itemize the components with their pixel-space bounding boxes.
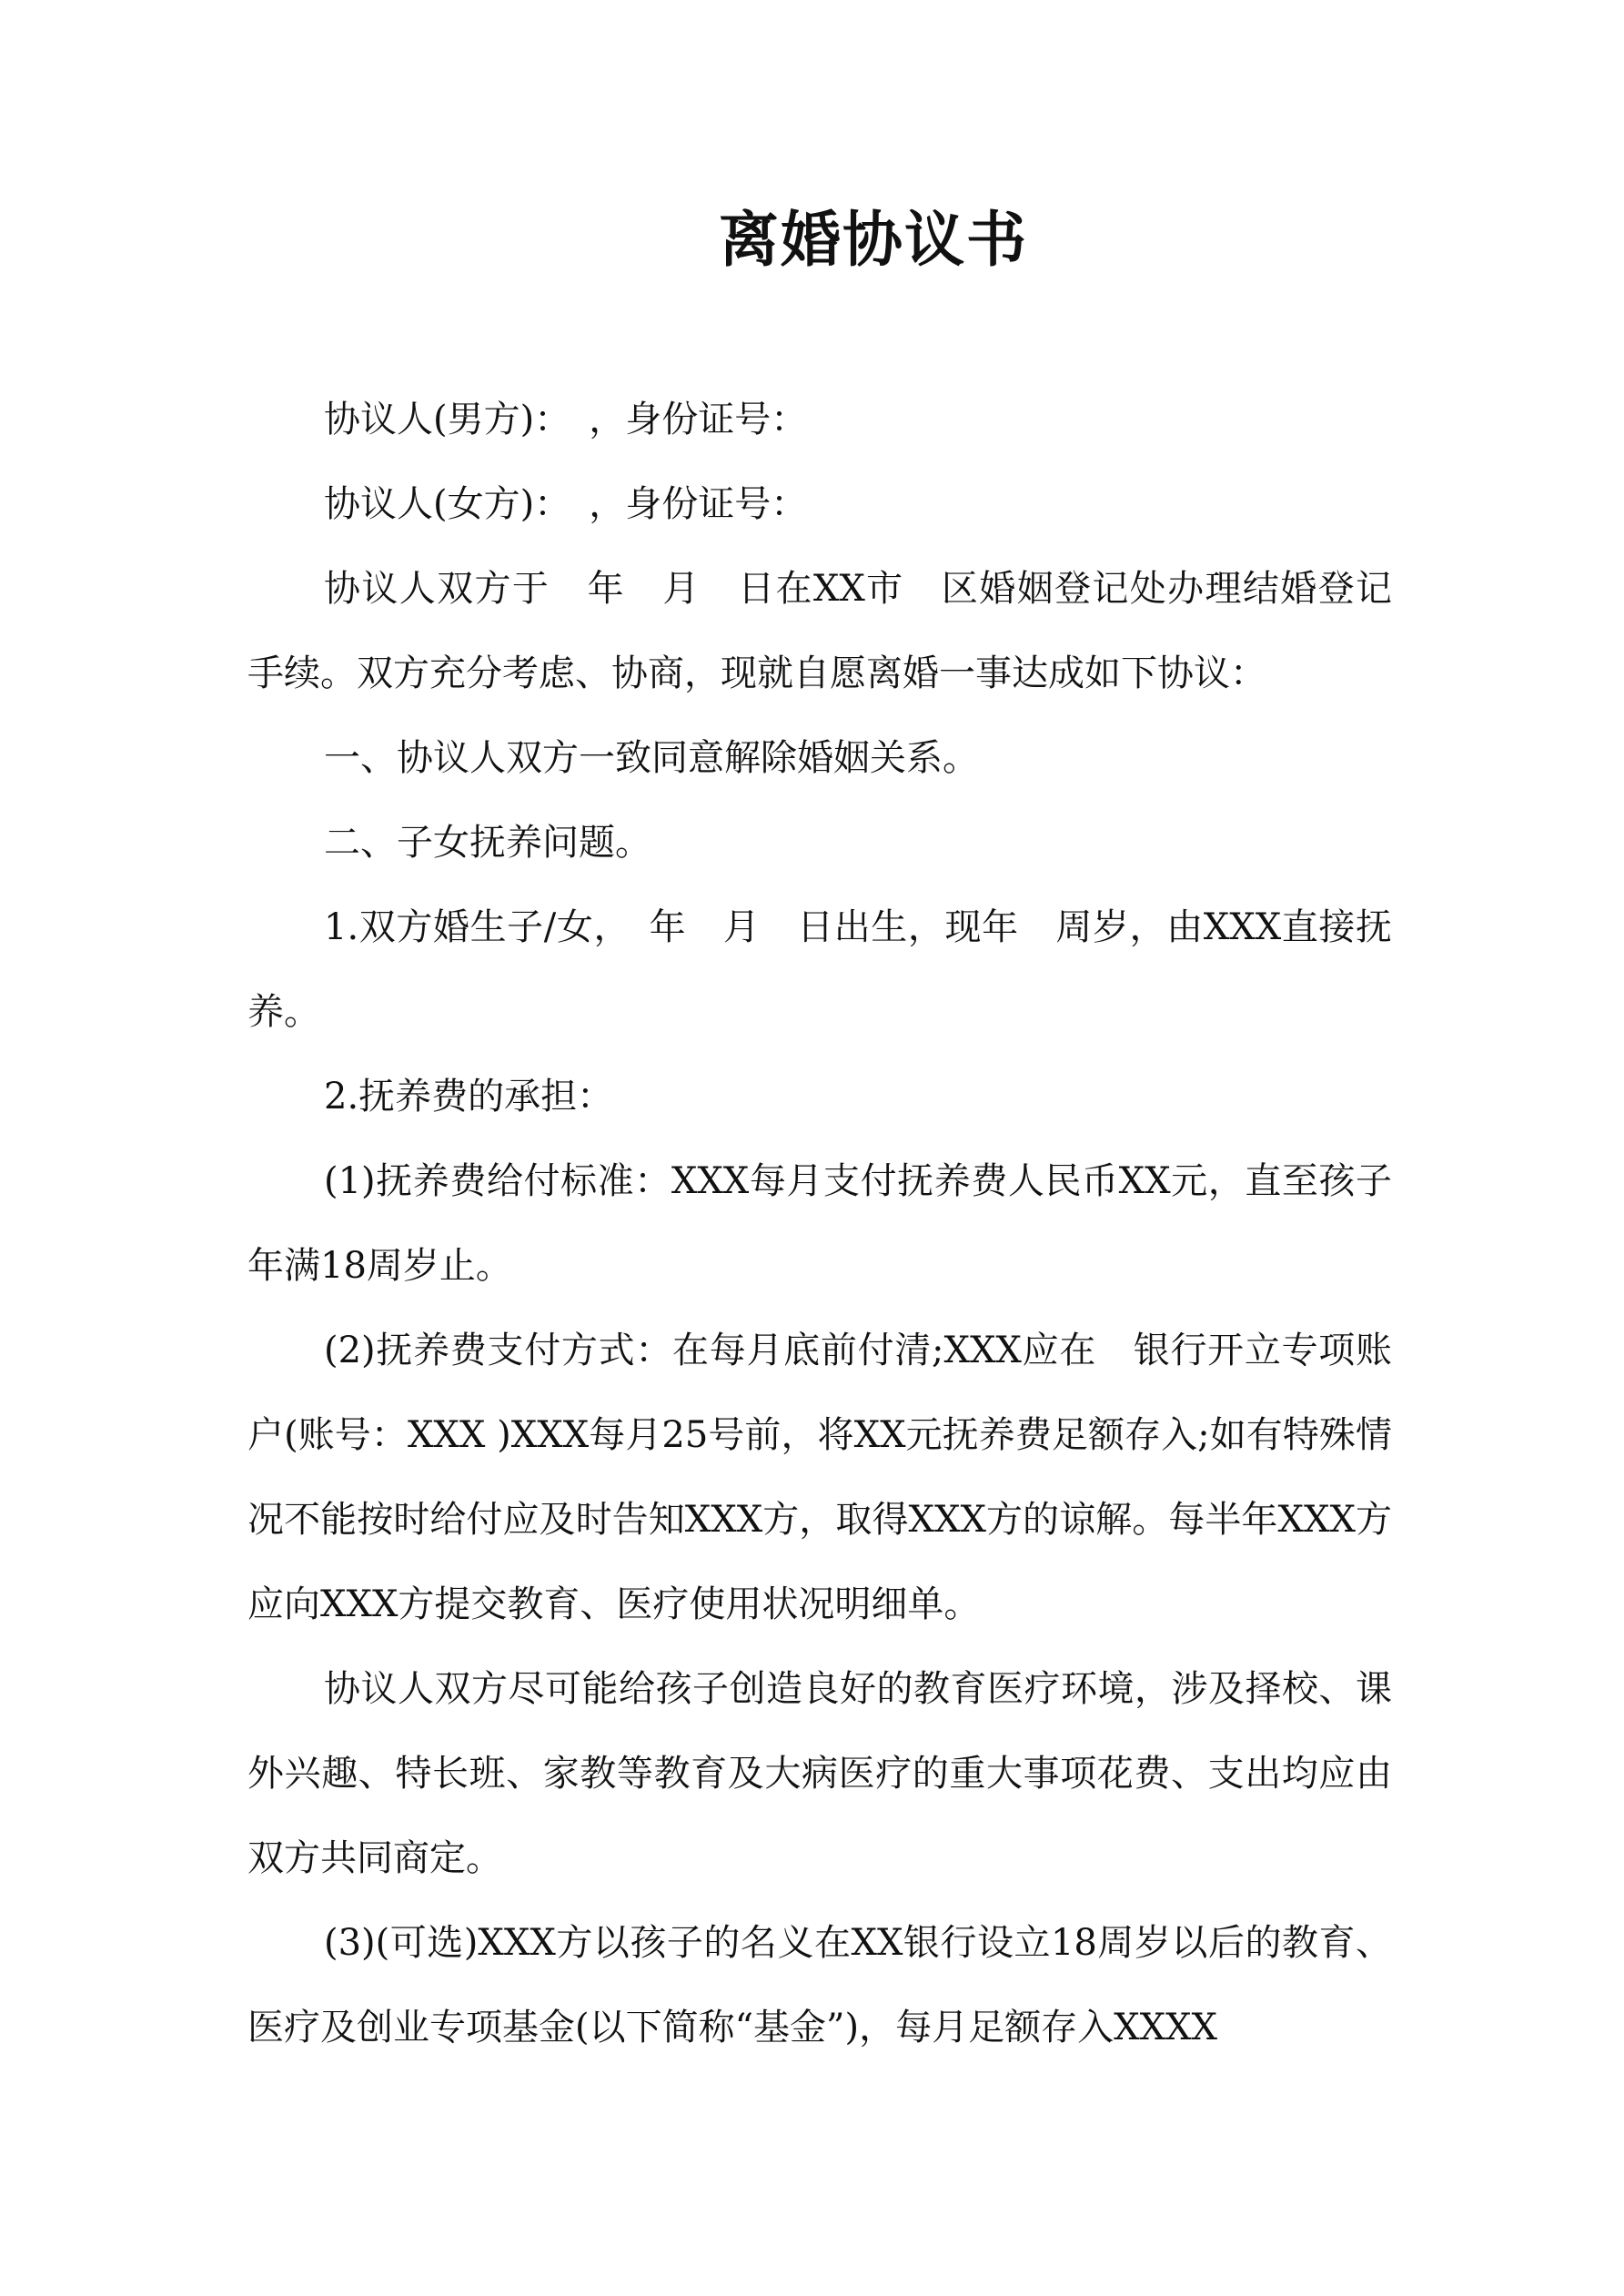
paragraph-support-payment: (2)抚养费支付方式：在每月底前付清;XXX应在 银行开立专项账户(账号：XXX )XXX每月25号前，将XX元抚养费足额存入;如有特殊情况不能按时给付应及时告知XXX方，取得XXX方的谅解。每半年XXX方应向XXX方提交教育、医疗使用状况明细单。 (247, 1330, 1392, 1625)
paragraph-clause-2: 二、子女抚养问题。 (324, 822, 651, 864)
document-title: 离婚协议书 (719, 204, 1028, 275)
document-body (247, 378, 1392, 2070)
paragraph-child-custody: 1.双方婚生子/女， 年 月 日出生，现年 周岁，由XXX直接抚养。 (247, 906, 1392, 1033)
paragraph-female-party: 协议人(女方)： ，身份证号： (324, 483, 808, 525)
paragraph-clause-1: 一、协议人双方一致同意解除婚姻关系。 (324, 737, 979, 779)
paragraph-education-medical: 协议人双方尽可能给孩子创造良好的教育医疗环境，涉及择校、课外兴趣、特长班、家教等教育及大病医疗的重大事项花费、支出均应由双方共同商定。 (247, 1668, 1392, 1879)
paragraph-marriage-registration: 协议人双方于 年 月 日在XX市 区婚姻登记处办理结婚登记手续。双方充分考虑、协商，现就自愿离婚一事达成如下协议： (247, 568, 1392, 694)
paragraph-support-standard: (1)抚养费给付标准：XXX每月支付抚养费人民币XX元，直至孩子年满18周岁止。 (247, 1160, 1392, 1287)
paragraph-male-party: 协议人(男方)： ，身份证号： (324, 399, 808, 440)
paragraph-support-cost: 2.抚养费的承担： (324, 1076, 614, 1118)
paragraph-special-fund: (3)(可选)XXX方以孩子的名义在XX银行设立18周岁以后的教育、医疗及创业专项基金(以下简称“基金”)，每月足额存入XXXX (247, 1922, 1392, 2048)
